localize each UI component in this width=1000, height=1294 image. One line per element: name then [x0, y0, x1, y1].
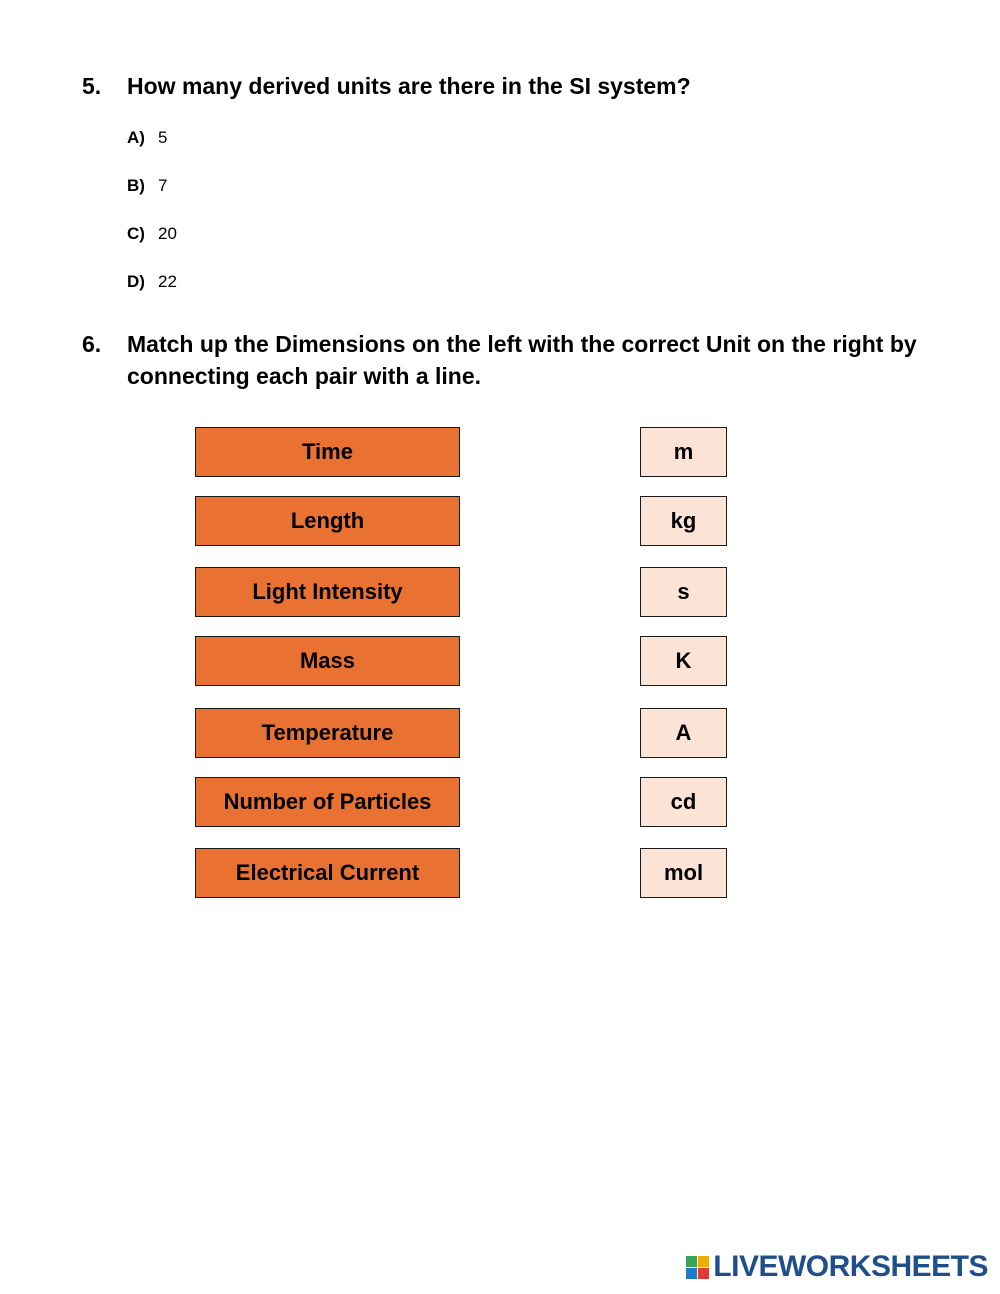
- unit-box-m[interactable]: m: [640, 427, 727, 477]
- unit-box-kg[interactable]: kg: [640, 496, 727, 546]
- liveworksheets-logo-icon: [686, 1256, 709, 1279]
- option-letter: A): [127, 128, 145, 147]
- dimension-box-electrical-current[interactable]: Electrical Current: [195, 848, 460, 898]
- answer-options: [127, 114, 962, 306]
- question-6: [82, 328, 962, 392]
- option-a[interactable]: [127, 114, 962, 162]
- dimension-box-number-of-particles[interactable]: Number of Particles: [195, 777, 460, 827]
- dimension-box-light-intensity[interactable]: Light Intensity: [195, 567, 460, 617]
- dimension-box-temperature[interactable]: Temperature: [195, 708, 460, 758]
- dimension-box-time[interactable]: Time: [195, 427, 460, 477]
- option-letter: C): [127, 224, 145, 243]
- dimension-box-mass[interactable]: Mass: [195, 636, 460, 686]
- question-text: Match up the Dimensions on the left with the correct Unit on the right by connecting each pair with a line.: [127, 331, 917, 389]
- option-value: 20: [158, 224, 177, 243]
- question-5: [82, 70, 962, 306]
- option-value: 5: [158, 128, 168, 147]
- option-value: 7: [158, 176, 168, 195]
- option-letter: D): [127, 272, 145, 291]
- unit-box-a[interactable]: A: [640, 708, 727, 758]
- question-text: How many derived units are there in the SI system?: [127, 73, 691, 99]
- unit-box-k[interactable]: K: [640, 636, 727, 686]
- unit-box-s[interactable]: s: [640, 567, 727, 617]
- option-d[interactable]: [127, 258, 962, 306]
- option-letter: B): [127, 176, 145, 195]
- liveworksheets-brand: [686, 1250, 988, 1284]
- brand-name: LIVEWORKSHEETS: [713, 1250, 988, 1283]
- dimension-box-length[interactable]: Length: [195, 496, 460, 546]
- option-c[interactable]: [127, 210, 962, 258]
- unit-box-mol[interactable]: mol: [640, 848, 727, 898]
- question-number: 5.: [82, 73, 102, 99]
- unit-box-cd[interactable]: cd: [640, 777, 727, 827]
- option-b[interactable]: [127, 162, 962, 210]
- question-number: 6.: [82, 331, 102, 357]
- option-value: 22: [158, 272, 177, 291]
